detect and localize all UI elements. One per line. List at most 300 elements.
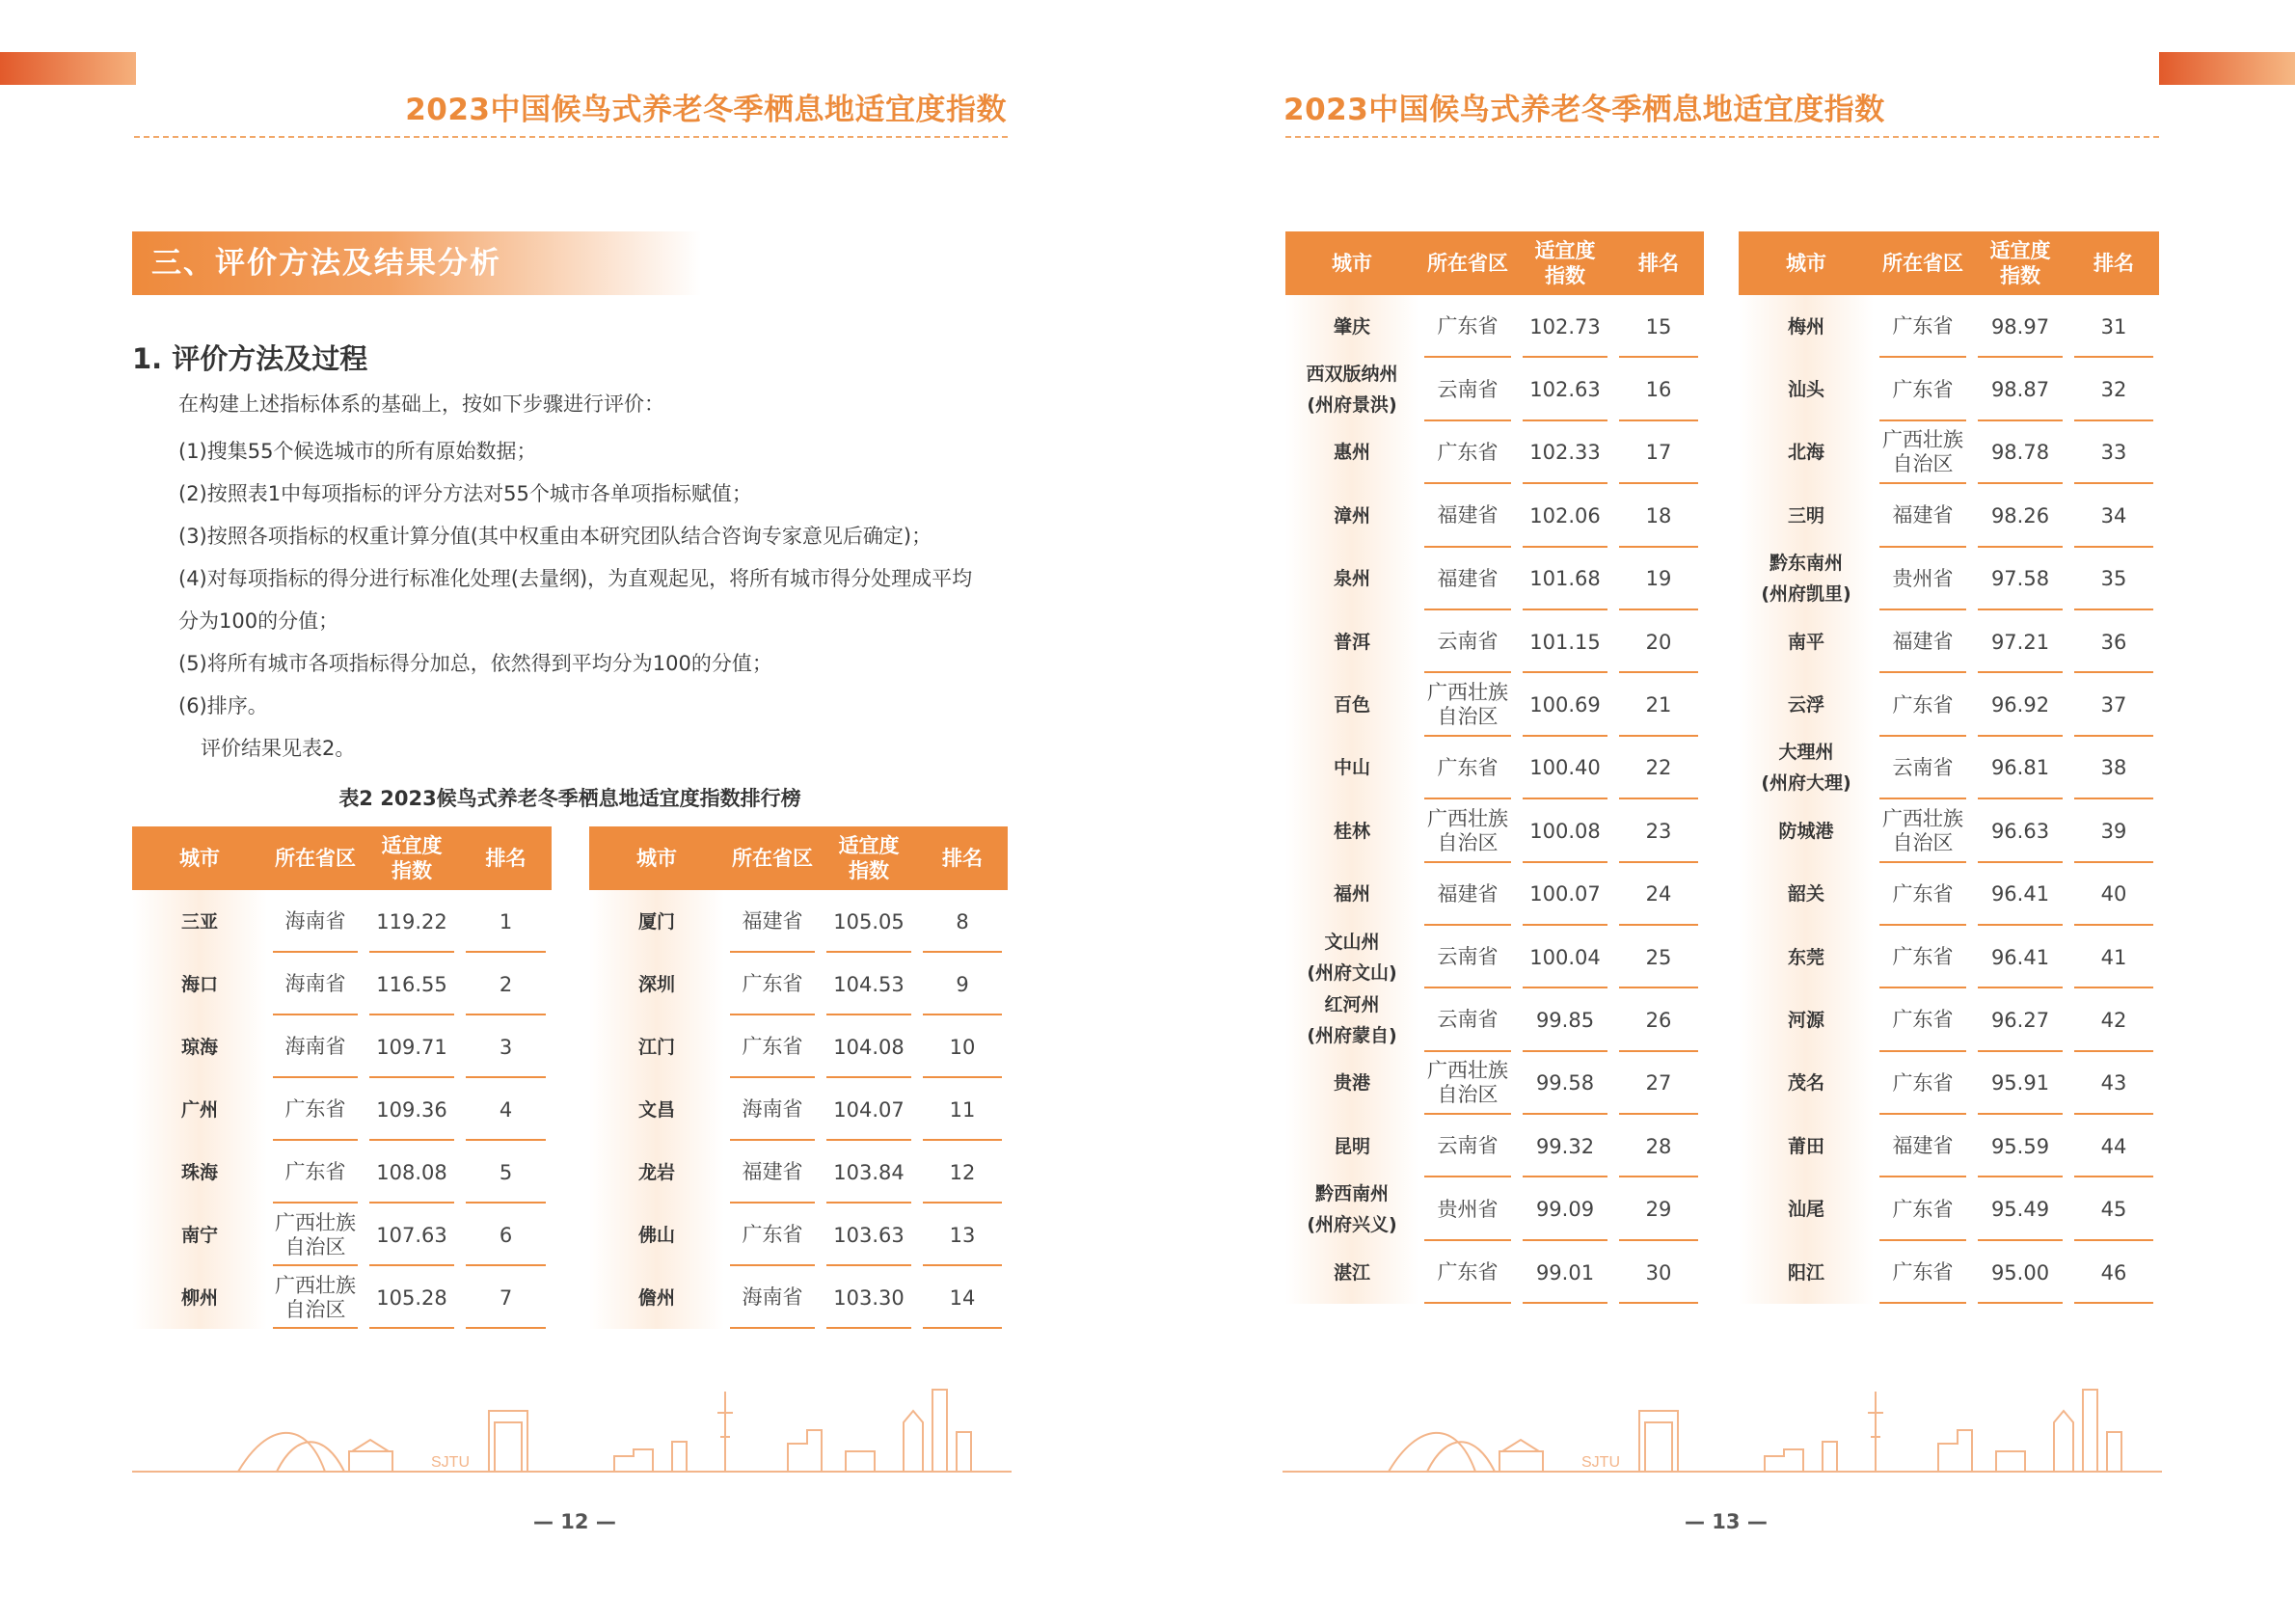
province-cell (267, 953, 364, 1015)
rank-cell: 22 (1613, 737, 1704, 799)
province-cell (267, 1204, 364, 1266)
province-name: 福建省 (742, 1160, 803, 1183)
city-name: 汕头 (1787, 379, 1824, 401)
rank-cell: 32 (2068, 358, 2159, 420)
rank-cell: 19 (1613, 548, 1704, 610)
city-name: 防城港 (1778, 820, 1834, 842)
table-row (132, 890, 552, 953)
city-name: 韶关 (1787, 883, 1824, 906)
city-name: 海口 (180, 973, 218, 995)
province-name: 自治区 (284, 1297, 346, 1321)
province-name: 广东省 (1892, 377, 1954, 401)
province-name: 广西壮族 (1882, 806, 1963, 830)
campus-skyline-illustration (132, 1384, 1012, 1474)
province-cell (1418, 799, 1517, 862)
header-index-line: 适宜度 (381, 834, 443, 857)
province-name: 福建省 (1437, 566, 1499, 590)
paragraph: (2)按照表1中每项指标的评分方法对55个城市各单项指标赋值； (178, 482, 752, 505)
index-cell: 99.09 (1517, 1177, 1613, 1240)
city-name: 普洱 (1333, 631, 1370, 653)
city-name: 北海 (1787, 442, 1824, 464)
province-name: 广东省 (1437, 440, 1499, 464)
table-row (1285, 610, 1704, 673)
table-row (132, 1204, 552, 1266)
province-name: 广东省 (1892, 1008, 1954, 1032)
header-rank: 排名 (917, 826, 1008, 890)
paragraph: (5)将所有城市各项指标得分加总，依然得到平均分为100的分值； (178, 652, 772, 675)
paragraph: (3)按照各项指标的权重计算分值(其中权重由本研究团队结合咨询专家意见后确定)； (178, 525, 932, 548)
table-row (589, 1078, 1008, 1141)
province-cell (724, 1078, 821, 1141)
city-cell (1285, 1052, 1418, 1115)
city-cell (1285, 295, 1418, 358)
index-cell: 107.63 (364, 1204, 460, 1266)
rank-cell: 29 (1613, 1177, 1704, 1240)
city-name: 西双版纳州 (1306, 364, 1398, 386)
province-name: 广东省 (742, 1035, 803, 1058)
city-name: 珠海 (180, 1161, 218, 1183)
city-cell (1285, 484, 1418, 547)
ranking-table-2 (589, 826, 1008, 1329)
table-header-row (1739, 231, 2159, 295)
skyline-label: SJTU (1581, 1454, 1620, 1471)
city-name: 茂名 (1787, 1072, 1824, 1095)
province-name: 广东省 (1892, 1197, 1954, 1221)
index-cell: 96.41 (1972, 926, 2068, 988)
paragraph: 分为100的分值； (178, 609, 339, 633)
province-cell (1874, 1241, 1972, 1304)
city-cell (1739, 926, 1874, 988)
province-cell (724, 1015, 821, 1078)
rank-cell: 42 (2068, 988, 2159, 1051)
province-cell (1418, 988, 1517, 1051)
province-cell (1874, 737, 1972, 799)
rank-cell: 41 (2068, 926, 2159, 988)
table-row (1739, 1177, 2159, 1240)
rank-cell: 1 (460, 890, 552, 953)
province-name: 广东省 (1437, 755, 1499, 779)
index-cell: 95.59 (1972, 1115, 2068, 1177)
rank-cell: 43 (2068, 1052, 2159, 1115)
city-name: (州府景洪) (1307, 394, 1397, 417)
province-cell (1874, 988, 1972, 1051)
header-city: 城市 (1285, 231, 1418, 295)
rank-cell: 46 (2068, 1241, 2159, 1304)
table-row (1285, 548, 1704, 610)
province-cell (267, 1266, 364, 1329)
province-cell (724, 890, 821, 953)
ranking-table-1 (132, 826, 552, 1329)
paragraph: 评价结果见表2。 (201, 737, 356, 760)
city-cell (1739, 358, 1874, 420)
city-name: 三明 (1787, 504, 1824, 527)
table-header-row (132, 826, 552, 890)
header-index-line: 指数 (392, 859, 432, 882)
rank-cell: 10 (917, 1015, 1008, 1078)
city-name: 儋州 (637, 1286, 675, 1309)
rank-cell: 45 (2068, 1177, 2159, 1240)
city-name: 佛山 (637, 1224, 675, 1246)
city-name: 湛江 (1333, 1261, 1370, 1284)
table-row (1739, 1115, 2159, 1177)
city-cell (132, 1204, 267, 1266)
city-cell (589, 953, 724, 1015)
header-index (364, 826, 460, 890)
table-row (132, 1078, 552, 1141)
index-cell: 100.40 (1517, 737, 1613, 799)
city-name: 中山 (1333, 757, 1370, 779)
rank-cell: 26 (1613, 988, 1704, 1051)
city-cell (1285, 610, 1418, 673)
city-name: 厦门 (637, 910, 675, 933)
city-name: 南宁 (180, 1224, 218, 1246)
city-name: (州府蒙自) (1307, 1024, 1397, 1046)
city-cell (1285, 1177, 1418, 1240)
province-name: 自治区 (1437, 830, 1499, 854)
right-page (1148, 0, 2295, 1623)
city-name: 黔东南州 (1769, 553, 1843, 575)
province-name: 广东省 (1892, 881, 1954, 906)
city-cell (1739, 737, 1874, 799)
city-cell (132, 1078, 267, 1141)
table-row (1285, 1115, 1704, 1177)
index-cell: 103.84 (821, 1141, 917, 1204)
table-header-row (1285, 231, 1704, 295)
city-cell (132, 1141, 267, 1204)
city-cell (1285, 1115, 1418, 1177)
index-cell: 102.06 (1517, 484, 1613, 547)
province-cell (267, 1078, 364, 1141)
table-row (1739, 1052, 2159, 1115)
city-cell (589, 1266, 724, 1329)
city-cell (132, 890, 267, 953)
rank-cell: 9 (917, 953, 1008, 1015)
province-name: 海南省 (742, 1097, 803, 1121)
index-cell: 100.07 (1517, 863, 1613, 926)
rank-cell: 8 (917, 890, 1008, 953)
province-cell (1418, 1052, 1517, 1115)
city-cell (1285, 737, 1418, 799)
header-index (821, 826, 917, 890)
rank-cell: 7 (460, 1266, 552, 1329)
skyline-label: SJTU (431, 1454, 470, 1471)
table-row (1739, 673, 2159, 736)
province-name: 贵州省 (1892, 566, 1954, 590)
table-row (589, 1204, 1008, 1266)
province-name: 福建省 (1892, 630, 1954, 654)
city-name: 梅州 (1787, 315, 1824, 338)
province-name: 云南省 (1892, 755, 1954, 779)
table-row (1739, 295, 2159, 358)
city-name: 泉州 (1333, 568, 1370, 590)
table-row (1739, 358, 2159, 420)
city-cell (1285, 988, 1418, 1051)
table-row (589, 1015, 1008, 1078)
province-cell (1418, 737, 1517, 799)
table-row (1285, 988, 1704, 1051)
index-cell: 108.08 (364, 1141, 460, 1204)
index-cell: 99.85 (1517, 988, 1613, 1051)
city-name: 琼海 (180, 1036, 218, 1058)
rank-cell: 24 (1613, 863, 1704, 926)
rank-cell: 28 (1613, 1115, 1704, 1177)
province-name: 广东省 (742, 972, 803, 995)
header-index-line: 指数 (849, 859, 889, 882)
header-index-line: 适宜度 (1534, 239, 1596, 262)
province-name: 海南省 (284, 909, 346, 933)
rank-cell: 6 (460, 1204, 552, 1266)
city-name: 漳州 (1333, 504, 1370, 527)
header-city: 城市 (132, 826, 267, 890)
province-cell (1874, 863, 1972, 926)
header-rank: 排名 (2068, 231, 2159, 295)
city-name: 南平 (1787, 631, 1824, 653)
index-cell: 98.87 (1972, 358, 2068, 420)
city-name: 大理州 (1778, 742, 1834, 764)
rank-cell: 44 (2068, 1115, 2159, 1177)
table-row (1285, 421, 1704, 484)
table-row (1285, 926, 1704, 988)
province-cell (1874, 926, 1972, 988)
province-name: 广东省 (284, 1097, 346, 1121)
header-index-line: 指数 (2000, 264, 2040, 287)
header-dashed-rule (134, 136, 1008, 138)
province-name: 广西壮族 (275, 1210, 356, 1234)
province-name: 广东省 (1892, 314, 1954, 338)
city-cell (132, 1266, 267, 1329)
header-city: 城市 (589, 826, 724, 890)
section-banner: 三、评价方法及结果分析 (132, 231, 701, 295)
header-rank: 排名 (1613, 231, 1704, 295)
campus-skyline-illustration (1283, 1384, 2162, 1474)
index-cell: 100.08 (1517, 799, 1613, 862)
header-index (1517, 231, 1613, 295)
province-name: 福建省 (742, 909, 803, 933)
rank-cell: 37 (2068, 673, 2159, 736)
province-cell (1418, 926, 1517, 988)
province-name: 福建省 (1892, 1134, 1954, 1158)
city-cell (1285, 926, 1418, 988)
city-cell (1285, 673, 1418, 736)
city-name: 东莞 (1787, 946, 1824, 968)
city-name: 河源 (1787, 1009, 1824, 1031)
province-name: 海南省 (284, 1035, 346, 1058)
province-name: 自治区 (1892, 452, 1954, 476)
header-index-line: 适宜度 (1989, 239, 2051, 262)
city-name: 广州 (180, 1098, 218, 1121)
city-name: 百色 (1333, 694, 1370, 717)
city-cell (1285, 358, 1418, 420)
rank-cell: 36 (2068, 610, 2159, 673)
index-cell: 101.68 (1517, 548, 1613, 610)
province-name: 福建省 (1437, 881, 1499, 906)
header-index-line: 适宜度 (838, 834, 900, 857)
table-row (1739, 737, 2159, 799)
province-cell (1874, 548, 1972, 610)
subheading: 1. 评价方法及过程 (132, 342, 368, 375)
rank-cell: 12 (917, 1141, 1008, 1204)
city-cell (1739, 1052, 1874, 1115)
page-number: — 13 — (1685, 1510, 1768, 1533)
city-cell (1285, 799, 1418, 862)
province-name: 广西壮族 (1427, 681, 1508, 705)
table-row (1739, 484, 2159, 547)
province-cell (1418, 358, 1517, 420)
city-name: 黔西南州 (1314, 1183, 1389, 1205)
table-row (1285, 1052, 1704, 1115)
city-cell (589, 890, 724, 953)
city-cell (1739, 673, 1874, 736)
index-cell: 104.07 (821, 1078, 917, 1141)
index-cell: 99.32 (1517, 1115, 1613, 1177)
city-name: 江门 (637, 1036, 675, 1058)
rank-cell: 33 (2068, 421, 2159, 484)
city-name: 莆田 (1787, 1135, 1824, 1157)
rank-cell: 16 (1613, 358, 1704, 420)
index-cell: 102.33 (1517, 421, 1613, 484)
table-row (1739, 926, 2159, 988)
province-cell (267, 890, 364, 953)
city-cell (1739, 799, 1874, 862)
header-province: 所在省区 (267, 826, 364, 890)
province-name: 云南省 (1437, 377, 1499, 401)
table-row (1285, 863, 1704, 926)
city-name: 柳州 (180, 1286, 218, 1309)
table-row (589, 1141, 1008, 1204)
city-name: (州府大理) (1761, 772, 1851, 795)
index-cell: 109.71 (364, 1015, 460, 1078)
index-cell: 104.08 (821, 1015, 917, 1078)
table-row (1285, 737, 1704, 799)
province-name: 贵州省 (1437, 1197, 1499, 1221)
city-cell (1739, 988, 1874, 1051)
rank-cell: 2 (460, 953, 552, 1015)
province-name: 广西壮族 (1427, 806, 1508, 830)
rank-cell: 11 (917, 1078, 1008, 1141)
province-name: 广西壮族 (1427, 1059, 1508, 1083)
city-cell (1739, 1115, 1874, 1177)
province-name: 广东省 (1437, 1260, 1499, 1285)
province-cell (1874, 421, 1972, 484)
province-name: 福建省 (1892, 503, 1954, 527)
city-name: 昆明 (1333, 1135, 1370, 1157)
table-row (1285, 295, 1704, 358)
province-cell (1418, 1177, 1517, 1240)
province-name: 广东省 (1437, 314, 1499, 338)
city-cell (1285, 421, 1418, 484)
city-cell (1739, 863, 1874, 926)
city-cell (132, 953, 267, 1015)
province-cell (267, 1015, 364, 1078)
paragraph: 在构建上述指标体系的基础上，按如下步骤进行评价： (178, 392, 664, 416)
city-cell (132, 1015, 267, 1078)
province-cell (1418, 484, 1517, 547)
city-cell (1739, 484, 1874, 547)
province-name: 自治区 (284, 1234, 346, 1258)
index-cell: 105.05 (821, 890, 917, 953)
header-dashed-rule (1285, 136, 2159, 138)
city-name: 桂林 (1333, 820, 1370, 842)
index-cell: 101.15 (1517, 610, 1613, 673)
table-row (1285, 1241, 1704, 1304)
paragraph: (6)排序。 (178, 694, 268, 717)
rank-cell: 5 (460, 1141, 552, 1204)
table-row (589, 1266, 1008, 1329)
city-cell (1739, 295, 1874, 358)
index-cell: 100.69 (1517, 673, 1613, 736)
city-name: 阳江 (1787, 1261, 1824, 1284)
rank-cell: 3 (460, 1015, 552, 1078)
city-cell (589, 1141, 724, 1204)
city-name: 文山州 (1324, 931, 1380, 953)
rank-cell: 30 (1613, 1241, 1704, 1304)
index-cell: 104.53 (821, 953, 917, 1015)
city-cell (589, 1078, 724, 1141)
city-cell (1739, 548, 1874, 610)
rank-cell: 17 (1613, 421, 1704, 484)
header-city: 城市 (1739, 231, 1874, 295)
index-cell: 98.78 (1972, 421, 2068, 484)
table-row (1739, 1241, 2159, 1304)
province-name: 云南省 (1437, 1008, 1499, 1032)
city-cell (1739, 1177, 1874, 1240)
province-name: 云南省 (1437, 945, 1499, 969)
table-row (1739, 799, 2159, 862)
rank-cell: 39 (2068, 799, 2159, 862)
province-name: 自治区 (1437, 1083, 1499, 1107)
province-cell (1874, 673, 1972, 736)
province-cell (724, 953, 821, 1015)
table-row (132, 1266, 552, 1329)
index-cell: 95.00 (1972, 1241, 2068, 1304)
table-row (1285, 358, 1704, 420)
index-cell: 96.27 (1972, 988, 2068, 1051)
city-name: 惠州 (1333, 442, 1370, 464)
province-name: 广东省 (284, 1160, 346, 1183)
paragraph: (4)对每项指标的得分进行标准化处理(去量纲)，为直观起见，将所有城市得分处理成平均 (178, 567, 973, 590)
page-number: — 12 — (533, 1510, 616, 1533)
table-row (132, 1141, 552, 1204)
province-name: 广西壮族 (275, 1273, 356, 1297)
rank-cell: 15 (1613, 295, 1704, 358)
table-row (132, 1015, 552, 1078)
index-cell: 95.49 (1972, 1177, 2068, 1240)
province-name: 广东省 (1892, 945, 1954, 969)
city-name: 文昌 (637, 1098, 675, 1121)
table-row (1285, 799, 1704, 862)
index-cell: 103.30 (821, 1266, 917, 1329)
province-name: 广东省 (1892, 692, 1954, 717)
city-cell (589, 1015, 724, 1078)
rank-cell: 35 (2068, 548, 2159, 610)
province-name: 自治区 (1437, 705, 1499, 729)
province-name: 云南省 (1437, 1134, 1499, 1158)
province-cell (1874, 484, 1972, 547)
city-name: (州府文山) (1307, 961, 1397, 984)
province-cell (1418, 421, 1517, 484)
province-cell (1418, 610, 1517, 673)
rank-cell: 4 (460, 1078, 552, 1141)
header-index (1972, 231, 2068, 295)
province-cell (1874, 1052, 1972, 1115)
index-cell: 102.73 (1517, 295, 1613, 358)
index-cell: 119.22 (364, 890, 460, 953)
city-name: 深圳 (637, 973, 675, 995)
city-name: 云浮 (1787, 694, 1824, 717)
ranking-table-3 (1285, 231, 1704, 1304)
rank-cell: 31 (2068, 295, 2159, 358)
index-cell: 96.92 (1972, 673, 2068, 736)
